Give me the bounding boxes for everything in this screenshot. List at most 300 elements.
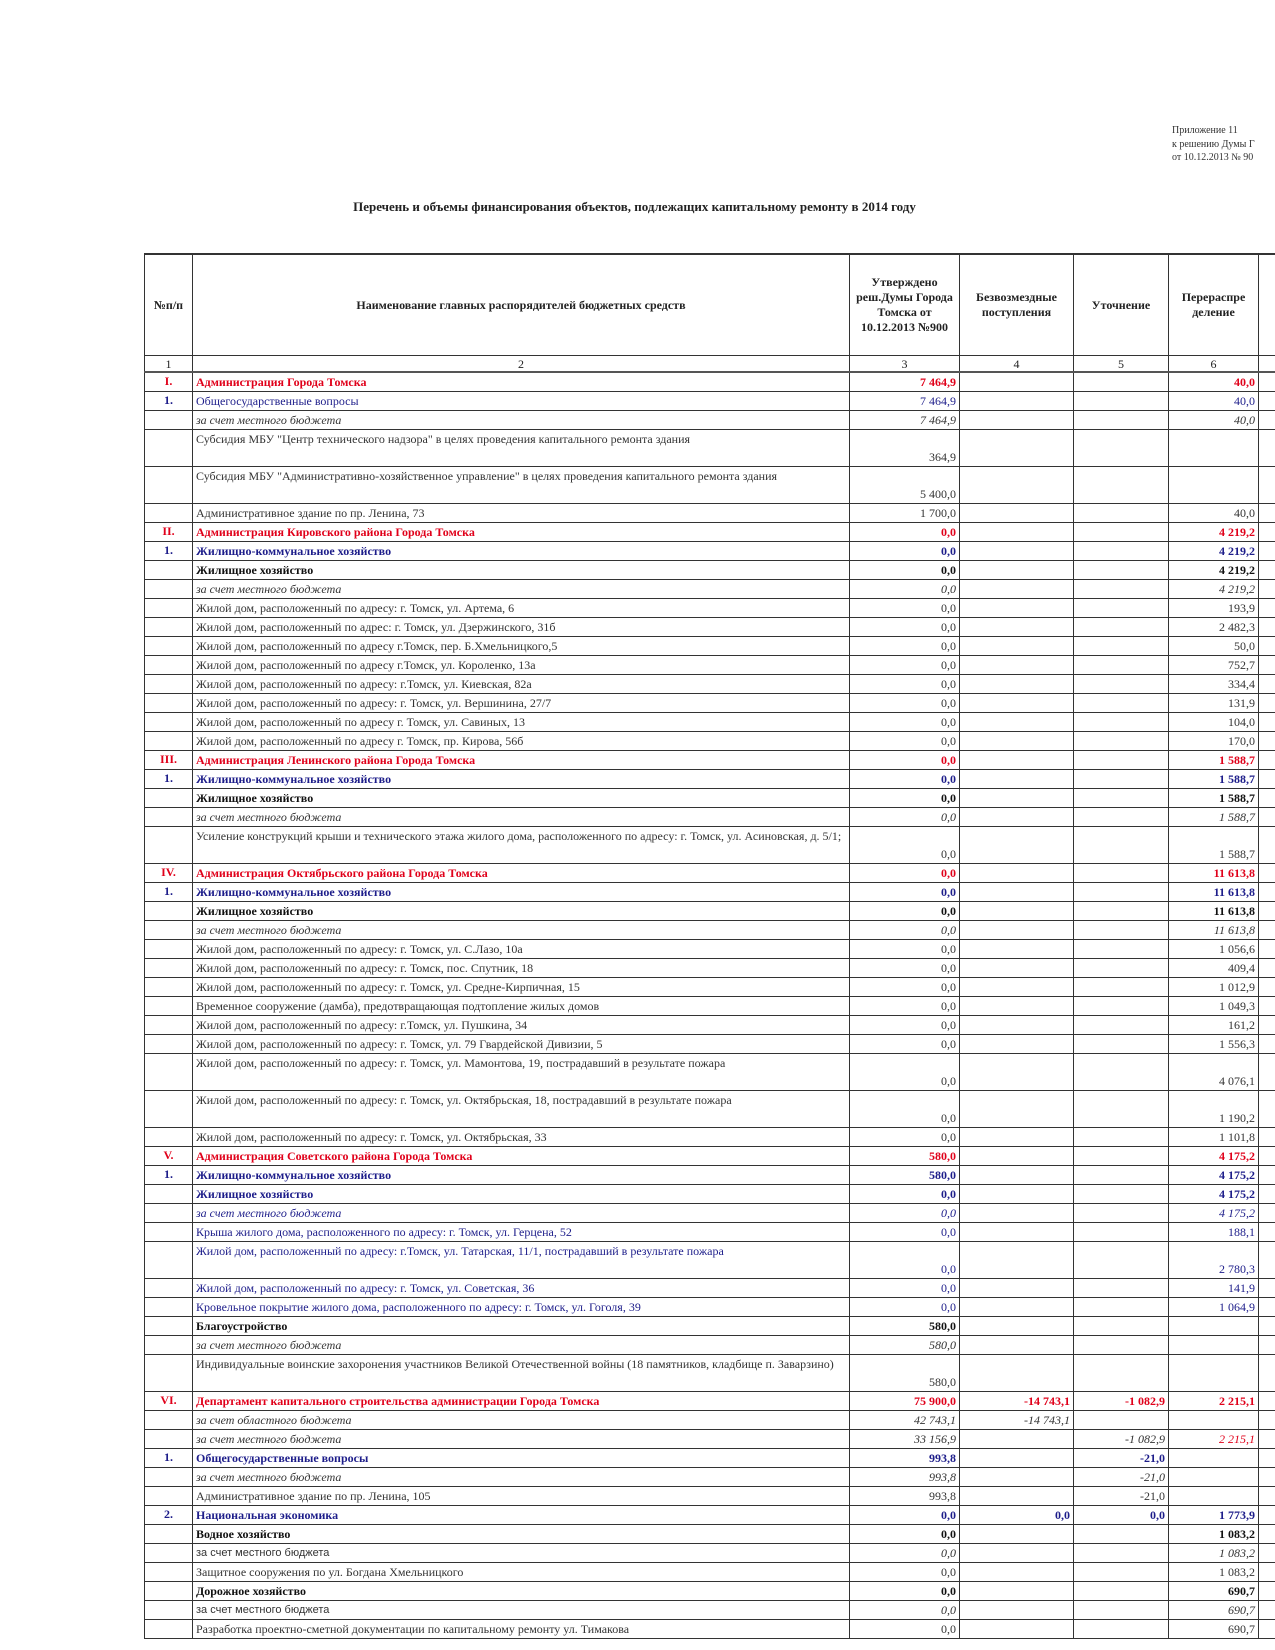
row-name: Защитное сооружения по ул. Богдана Хмельницкого	[193, 1563, 850, 1582]
approved-amount: 0,0	[850, 1091, 960, 1128]
gratuitous-amount	[960, 1054, 1074, 1091]
clarification-amount	[1074, 808, 1169, 827]
extra-cell	[1259, 732, 1275, 751]
row-name: Жилищно-коммунальное хозяйство	[193, 883, 850, 902]
row-number	[145, 789, 193, 808]
table-row-item	[145, 1563, 1275, 1582]
clarification-amount	[1074, 618, 1169, 637]
approved-amount: 0,0	[850, 921, 960, 940]
row-number	[145, 827, 193, 864]
approved-amount: 0,0	[850, 656, 960, 675]
row-number	[145, 1601, 193, 1620]
table-row-dept	[145, 751, 1275, 770]
redistribution-amount: 170,0	[1169, 732, 1259, 751]
clarification-amount	[1074, 675, 1169, 694]
row-name: Жилой дом, расположенный по адресу: г. Томск, ул. Артема, 6	[193, 599, 850, 618]
row-number	[145, 902, 193, 921]
redistribution-amount	[1169, 430, 1259, 467]
column-number	[1259, 356, 1275, 373]
approved-amount: 0,0	[850, 1279, 960, 1298]
table-row-item	[145, 1128, 1275, 1147]
row-name: Жилой дом, расположенный по адресу: г. Томск, ул. Октябрьская, 18, пострадавший в результате пожара	[193, 1091, 850, 1128]
row-number	[145, 1468, 193, 1487]
extra-cell	[1259, 561, 1275, 580]
header-approved: Утверждено реш.Думы Города Томска от 10.12.2013 №900	[850, 254, 960, 356]
row-name: Администрация Октябрьского района Города Томска	[193, 864, 850, 883]
approved-amount: 0,0	[850, 713, 960, 732]
extra-cell	[1259, 1430, 1275, 1449]
clarification-amount	[1074, 978, 1169, 997]
gratuitous-amount	[960, 1147, 1074, 1166]
row-number	[145, 411, 193, 430]
gratuitous-amount: 0,0	[960, 1506, 1074, 1525]
row-number	[145, 1336, 193, 1355]
extra-cell	[1259, 713, 1275, 732]
gratuitous-amount	[960, 1525, 1074, 1544]
approved-amount: 0,0	[850, 1563, 960, 1582]
extra-cell	[1259, 599, 1275, 618]
gratuitous-amount	[960, 1035, 1074, 1054]
row-number: V.	[145, 1147, 193, 1166]
row-name: за счет областного бюджета	[193, 1411, 850, 1430]
gratuitous-amount	[960, 1487, 1074, 1506]
row-number	[145, 1620, 193, 1639]
row-number	[145, 1317, 193, 1336]
row-number	[145, 580, 193, 599]
approved-amount: 0,0	[850, 1185, 960, 1204]
redistribution-amount: 4 175,2	[1169, 1204, 1259, 1223]
approved-amount: 0,0	[850, 1506, 960, 1525]
approved-amount: 1 700,0	[850, 504, 960, 523]
table-row-item	[145, 430, 1275, 467]
approved-amount: 580,0	[850, 1147, 960, 1166]
approved-amount: 0,0	[850, 997, 960, 1016]
approved-amount: 580,0	[850, 1336, 960, 1355]
redistribution-amount: 40,0	[1169, 372, 1259, 392]
clarification-amount	[1074, 1054, 1169, 1091]
row-name: Жилой дом, расположенный по адресу: г. Томск, ул. Мамонтова, 19, пострадавший в результате пожара	[193, 1054, 850, 1091]
redistribution-amount: 1 056,6	[1169, 940, 1259, 959]
table-row-dept	[145, 864, 1275, 883]
extra-cell	[1259, 656, 1275, 675]
row-number	[145, 1223, 193, 1242]
row-number	[145, 1016, 193, 1035]
clarification-amount	[1074, 1185, 1169, 1204]
clarification-amount	[1074, 770, 1169, 789]
table-row-section	[145, 1506, 1275, 1525]
clarification-amount	[1074, 1563, 1169, 1582]
clarification-amount	[1074, 1128, 1169, 1147]
table-row-section	[145, 883, 1275, 902]
extra-cell	[1259, 618, 1275, 637]
extra-cell	[1259, 770, 1275, 789]
clarification-amount	[1074, 1411, 1169, 1430]
clarification-amount	[1074, 372, 1169, 392]
approved-amount: 0,0	[850, 1601, 960, 1620]
redistribution-amount	[1169, 1411, 1259, 1430]
row-name: Разработка проектно-сметной документации по капитальному ремонту ул. Тимакова	[193, 1620, 850, 1639]
clarification-amount	[1074, 1355, 1169, 1392]
table-row-fund	[145, 1468, 1275, 1487]
redistribution-amount: 188,1	[1169, 1223, 1259, 1242]
approved-amount: 0,0	[850, 1582, 960, 1601]
table-row-dept	[145, 372, 1275, 392]
redistribution-amount: 4 219,2	[1169, 580, 1259, 599]
row-name: за счет местного бюджета	[193, 411, 850, 430]
table-row-item	[145, 1620, 1275, 1639]
clarification-amount	[1074, 883, 1169, 902]
row-number: 1.	[145, 542, 193, 561]
clarification-amount: -21,0	[1074, 1468, 1169, 1487]
table-row-dept	[145, 523, 1275, 542]
gratuitous-amount	[960, 1317, 1074, 1336]
row-name: Благоустройство	[193, 1317, 850, 1336]
clarification-amount: -1 082,9	[1074, 1392, 1169, 1411]
table-row-item	[145, 1054, 1275, 1091]
redistribution-amount: 1 588,7	[1169, 827, 1259, 864]
clarification-amount	[1074, 1525, 1169, 1544]
row-name: Администрация Кировского района Города Томска	[193, 523, 850, 542]
row-name: Общегосударственные вопросы	[193, 1449, 850, 1468]
gratuitous-amount	[960, 1449, 1074, 1468]
row-number	[145, 561, 193, 580]
approved-amount: 993,8	[850, 1487, 960, 1506]
extra-cell	[1259, 1336, 1275, 1355]
clarification-amount	[1074, 902, 1169, 921]
redistribution-amount	[1169, 1487, 1259, 1506]
row-name: Временное сооружение (дамба), предотвращающая подтопление жилых домов	[193, 997, 850, 1016]
approved-amount: 0,0	[850, 902, 960, 921]
approved-amount: 0,0	[850, 1016, 960, 1035]
gratuitous-amount	[960, 1563, 1074, 1582]
approved-amount: 0,0	[850, 751, 960, 770]
extra-cell	[1259, 1279, 1275, 1298]
extra-cell	[1259, 580, 1275, 599]
clarification-amount	[1074, 467, 1169, 504]
row-name: Административное здание по пр. Ленина, 105	[193, 1487, 850, 1506]
redistribution-amount: 104,0	[1169, 713, 1259, 732]
row-name: Администрация Ленинского района Города Томска	[193, 751, 850, 770]
row-name: за счет местного бюджета	[193, 1204, 850, 1223]
clarification-amount	[1074, 1601, 1169, 1620]
table-row-item	[145, 1016, 1275, 1035]
clarification-amount	[1074, 694, 1169, 713]
extra-cell	[1259, 430, 1275, 467]
column-number: 2	[193, 356, 850, 373]
redistribution-amount: 1 083,2	[1169, 1563, 1259, 1582]
row-name: за счет местного бюджета	[193, 1430, 850, 1449]
approved-amount: 0,0	[850, 580, 960, 599]
approved-amount: 364,9	[850, 430, 960, 467]
gratuitous-amount	[960, 789, 1074, 808]
gratuitous-amount	[960, 504, 1074, 523]
clarification-amount	[1074, 411, 1169, 430]
approved-amount: 0,0	[850, 1128, 960, 1147]
table-row-fund	[145, 1430, 1275, 1449]
row-number	[145, 675, 193, 694]
table-row-fund	[145, 1411, 1275, 1430]
table-row-fund	[145, 411, 1275, 430]
appendix-line-3: от 10.12.2013 № 90	[1172, 152, 1254, 163]
row-number	[145, 921, 193, 940]
redistribution-amount: 4 219,2	[1169, 561, 1259, 580]
row-number: 2.	[145, 1506, 193, 1525]
gratuitous-amount	[960, 1223, 1074, 1242]
clarification-amount	[1074, 1620, 1169, 1639]
row-number	[145, 1582, 193, 1601]
gratuitous-amount	[960, 561, 1074, 580]
approved-amount: 0,0	[850, 808, 960, 827]
row-name: Дорожное хозяйство	[193, 1582, 850, 1601]
row-number	[145, 1279, 193, 1298]
row-number: II.	[145, 523, 193, 542]
table-row-item	[145, 827, 1275, 864]
table-row-item	[145, 656, 1275, 675]
extra-cell	[1259, 1298, 1275, 1317]
row-number	[145, 1298, 193, 1317]
clarification-amount	[1074, 959, 1169, 978]
extra-cell	[1259, 1563, 1275, 1582]
table-row-item	[145, 675, 1275, 694]
redistribution-amount: 4 175,2	[1169, 1147, 1259, 1166]
row-number	[145, 978, 193, 997]
table-header-row	[145, 254, 1275, 356]
row-name: Жилищное хозяйство	[193, 561, 850, 580]
clarification-amount	[1074, 1544, 1169, 1563]
redistribution-amount: 690,7	[1169, 1620, 1259, 1639]
approved-amount: 0,0	[850, 883, 960, 902]
approved-amount: 0,0	[850, 1620, 960, 1639]
table-row-section	[145, 770, 1275, 789]
gratuitous-amount	[960, 580, 1074, 599]
approved-amount: 580,0	[850, 1166, 960, 1185]
approved-amount: 0,0	[850, 1298, 960, 1317]
redistribution-amount: 2 215,1	[1169, 1392, 1259, 1411]
row-name: Жилой дом, расположенный по адресу: г. Томск, ул. Октябрьская, 33	[193, 1128, 850, 1147]
clarification-amount	[1074, 561, 1169, 580]
row-name: за счет местного бюджета	[193, 580, 850, 599]
approved-amount: 0,0	[850, 827, 960, 864]
row-name: Жилой дом, расположенный по адресу г.Томск, ул. Короленко, 13а	[193, 656, 850, 675]
table-row-item	[145, 978, 1275, 997]
row-number	[145, 656, 193, 675]
clarification-amount: 0,0	[1074, 1506, 1169, 1525]
clarification-amount	[1074, 940, 1169, 959]
gratuitous-amount	[960, 1204, 1074, 1223]
column-number: 5	[1074, 356, 1169, 373]
clarification-amount	[1074, 656, 1169, 675]
extra-cell	[1259, 827, 1275, 864]
clarification-amount	[1074, 1582, 1169, 1601]
gratuitous-amount	[960, 1582, 1074, 1601]
header-redistribution: Перераспре деление	[1169, 254, 1259, 356]
row-number	[145, 713, 193, 732]
redistribution-amount	[1169, 1336, 1259, 1355]
clarification-amount	[1074, 1016, 1169, 1035]
row-name: Общегосударственные вопросы	[193, 392, 850, 411]
row-name: Национальная экономика	[193, 1506, 850, 1525]
approved-amount: 0,0	[850, 959, 960, 978]
table-row-fund	[145, 1336, 1275, 1355]
approved-amount: 0,0	[850, 523, 960, 542]
row-name: за счет местного бюджета	[193, 921, 850, 940]
gratuitous-amount	[960, 770, 1074, 789]
column-number: 1	[145, 356, 193, 373]
redistribution-amount: 2 215,1	[1169, 1430, 1259, 1449]
extra-cell	[1259, 1506, 1275, 1525]
row-number: 1.	[145, 770, 193, 789]
extra-cell	[1259, 1223, 1275, 1242]
gratuitous-amount	[960, 599, 1074, 618]
table-row-fund	[145, 1601, 1275, 1620]
extra-cell	[1259, 675, 1275, 694]
row-number	[145, 1242, 193, 1279]
row-name: Жилищное хозяйство	[193, 902, 850, 921]
extra-cell	[1259, 1392, 1275, 1411]
document-title-text: Перечень и объемы финансирования объектов, подлежащих капитальному ремонту в 2014 году	[353, 199, 916, 214]
row-name: Жилой дом, расположенный по адресу: г. Томск, ул. Советская, 36	[193, 1279, 850, 1298]
gratuitous-amount	[960, 1016, 1074, 1035]
table-row-item	[145, 713, 1275, 732]
table-row-fund	[145, 1204, 1275, 1223]
extra-cell	[1259, 789, 1275, 808]
row-name: Жилой дом, расположенный по адресу г.Томск, пер. Б.Хмельницкого,5	[193, 637, 850, 656]
row-number	[145, 1054, 193, 1091]
gratuitous-amount	[960, 1166, 1074, 1185]
redistribution-amount: 40,0	[1169, 504, 1259, 523]
clarification-amount	[1074, 1035, 1169, 1054]
gratuitous-amount	[960, 827, 1074, 864]
extra-cell	[1259, 1620, 1275, 1639]
table-row-item	[145, 940, 1275, 959]
clarification-amount	[1074, 1166, 1169, 1185]
approved-amount: 0,0	[850, 1242, 960, 1279]
extra-cell	[1259, 694, 1275, 713]
extra-cell	[1259, 1355, 1275, 1392]
gratuitous-amount	[960, 997, 1074, 1016]
approved-amount: 0,0	[850, 599, 960, 618]
redistribution-amount: 334,4	[1169, 675, 1259, 694]
table-row-fund	[145, 808, 1275, 827]
table-row-item	[145, 732, 1275, 751]
approved-amount: 0,0	[850, 1544, 960, 1563]
clarification-amount	[1074, 1204, 1169, 1223]
redistribution-amount: 409,4	[1169, 959, 1259, 978]
redistribution-amount: 1 588,7	[1169, 770, 1259, 789]
gratuitous-amount	[960, 902, 1074, 921]
approved-amount: 0,0	[850, 978, 960, 997]
gratuitous-amount	[960, 1468, 1074, 1487]
appendix-line-1: Приложение 11	[1172, 125, 1238, 136]
approved-amount: 7 464,9	[850, 372, 960, 392]
row-number	[145, 1035, 193, 1054]
row-name: Администрация Советского района Города Томска	[193, 1147, 850, 1166]
extra-cell	[1259, 392, 1275, 411]
gratuitous-amount	[960, 864, 1074, 883]
clarification-amount: -21,0	[1074, 1449, 1169, 1468]
table-row-item	[145, 1279, 1275, 1298]
row-name: Жилой дом, расположенный по адресу г. Томск, пр. Кирова, 56б	[193, 732, 850, 751]
approved-amount: 0,0	[850, 1223, 960, 1242]
header-extra	[1259, 254, 1275, 356]
redistribution-amount: 4 175,2	[1169, 1185, 1259, 1204]
extra-cell	[1259, 1185, 1275, 1204]
row-name: Кровельное покрытие жилого дома, расположенного по адресу: г. Томск, ул. Гоголя, 39	[193, 1298, 850, 1317]
gratuitous-amount	[960, 921, 1074, 940]
row-number	[145, 1563, 193, 1582]
table-row-item	[145, 1487, 1275, 1506]
clarification-amount	[1074, 864, 1169, 883]
extra-cell	[1259, 1204, 1275, 1223]
clarification-amount	[1074, 430, 1169, 467]
row-number: III.	[145, 751, 193, 770]
row-number	[145, 1128, 193, 1147]
table-row-item	[145, 618, 1275, 637]
redistribution-amount: 4 175,2	[1169, 1166, 1259, 1185]
row-name: Усиление конструкций крыши и технического этажа жилого дома, расположенного по адресу: г. Томск, ул. Асиновская, д. 5/1;	[193, 827, 850, 864]
gratuitous-amount: -14 743,1	[960, 1411, 1074, 1430]
row-name: Жилой дом, расположенный по адресу: г.Томск, ул. Киевская, 82а	[193, 675, 850, 694]
table-row-item	[145, 1355, 1275, 1392]
appendix-note	[1172, 124, 1255, 165]
gratuitous-amount	[960, 883, 1074, 902]
approved-amount: 0,0	[850, 561, 960, 580]
clarification-amount	[1074, 1298, 1169, 1317]
document-title	[0, 199, 1275, 215]
redistribution-amount: 161,2	[1169, 1016, 1259, 1035]
approved-amount: 0,0	[850, 618, 960, 637]
redistribution-amount: 4 219,2	[1169, 523, 1259, 542]
redistribution-amount	[1169, 1468, 1259, 1487]
clarification-amount	[1074, 732, 1169, 751]
gratuitous-amount	[960, 751, 1074, 770]
approved-amount: 7 464,9	[850, 411, 960, 430]
table-row-sub	[145, 561, 1275, 580]
row-name: Жилой дом, расположенный по адресу: г. Томск, ул. Вершинина, 27/7	[193, 694, 850, 713]
clarification-amount	[1074, 751, 1169, 770]
table-row-sub	[145, 1317, 1275, 1336]
extra-cell	[1259, 542, 1275, 561]
row-number	[145, 467, 193, 504]
row-number	[145, 997, 193, 1016]
row-name: Жилой дом, расположенный по адресу: г. Томск, пос. Спутник, 18	[193, 959, 850, 978]
extra-cell	[1259, 883, 1275, 902]
gratuitous-amount	[960, 694, 1074, 713]
gratuitous-amount	[960, 372, 1074, 392]
row-name: Индивидуальные воинские захоронения участников Великой Отечественной войны (18 памятников, кладбище п. Заварзино)	[193, 1355, 850, 1392]
extra-cell	[1259, 637, 1275, 656]
clarification-amount	[1074, 1091, 1169, 1128]
row-number	[145, 732, 193, 751]
gratuitous-amount	[960, 542, 1074, 561]
row-name: Водное хозяйство	[193, 1525, 850, 1544]
row-number: I.	[145, 372, 193, 392]
extra-cell	[1259, 1468, 1275, 1487]
extra-cell	[1259, 1147, 1275, 1166]
table-row-item	[145, 1091, 1275, 1128]
redistribution-amount: 193,9	[1169, 599, 1259, 618]
row-name: Жилищно-коммунальное хозяйство	[193, 770, 850, 789]
clarification-amount	[1074, 504, 1169, 523]
clarification-amount	[1074, 921, 1169, 940]
table-row-fund	[145, 1544, 1275, 1563]
approved-amount: 993,8	[850, 1449, 960, 1468]
redistribution-amount: 1 049,3	[1169, 997, 1259, 1016]
approved-amount: 0,0	[850, 542, 960, 561]
table-row-item	[145, 637, 1275, 656]
row-name: Жилой дом, расположенный по адресу: г. Томск, ул. Средне-Кирпичная, 15	[193, 978, 850, 997]
row-number	[145, 1355, 193, 1392]
